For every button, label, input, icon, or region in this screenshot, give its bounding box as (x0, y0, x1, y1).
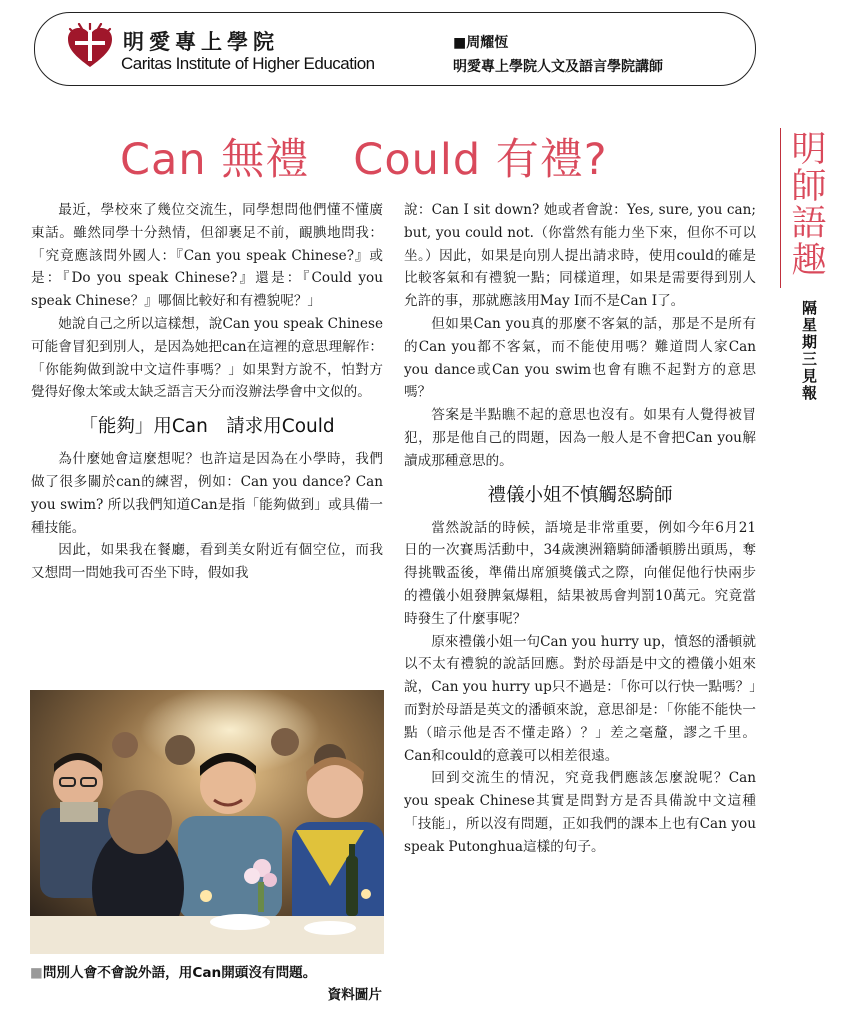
column-title: 明師語趣 (786, 130, 826, 278)
caption-marker: ■ (30, 965, 43, 981)
paragraph: 她說自己之所以這樣想，說Can you speak Chinese可能會冒犯到別人，是因為她把can在這裡的意思理解作：「你能夠做到說中文這件事嗎？」如果對方說不，怕對方覺得好像太笨或太缺乏語言天分而沒辦法學會中文似的。 (31, 315, 383, 401)
people-dining-photo (30, 690, 384, 954)
paragraph: 因此，如果我在餐廳，看到美女附近有個空位，而我又想問一問她我可否坐下時，假如我 (31, 542, 383, 582)
logo-english-name: Caritas Institute of Higher Education (121, 54, 375, 73)
caption-text: 問別人會不會說外語，用Can開頭沒有問題。 (42, 965, 317, 981)
column-frequency: 隔星期三見報 (800, 300, 818, 402)
logo-chinese-name: 明愛專上學院 (123, 29, 279, 54)
article-photo (30, 690, 384, 954)
photo-credit: 資料圖片 (327, 987, 382, 1003)
photo-caption (30, 962, 384, 1003)
paragraph: 為什麼她會這麼想呢？也許這是因為在小學時，我們做了很多關於can的練習，例如：Can you dance? Can you swim? 所以我們知道Can是指「能夠做到」或具備一種技能。 (31, 451, 383, 536)
masthead-banner (34, 12, 756, 86)
paragraph: 說：Can I sit down? 她或者會說：Yes, sure, you can; but, you could not.（你當然有能力坐下來，但你不可以坐。）因此，如果是向別人提出請求時，使用could的確是比較客氣和有禮貌一點；同樣道理，如果是需要得到別人允許的事，那就應該用May I而不是Can I了。 (404, 202, 756, 310)
paragraph: 回到交流生的情況，究竟我們應該怎麼說呢？Can you speak Chinese其實是問對方是否具備說中文這種「技能」，所以沒有問題，正如我們的課本上也有Can you speak Putonghua這樣的句子。 (404, 770, 756, 855)
article-column-right (404, 199, 756, 859)
paragraph: 最近，學校來了幾位交流生，同學想問他們懂不懂廣東話。雖然同學十分熱情，但卻裹足不前，靦腆地問我：「究竟應該問外國人：『Can you speak Chinese?』或是：『Do you speak Chinese?』還是：『Could you speak Chinese？』哪個比較好和有禮貌呢？」 (31, 202, 383, 310)
section-subheading: 禮儀小姐不慎觸怒騎師 (487, 484, 673, 506)
article-column-left (31, 199, 383, 585)
author-role: 明愛專上學院人文及語言學院講師 (453, 59, 663, 75)
author-byline: ■周耀恆 (453, 35, 509, 51)
paragraph: 但如果Can you真的那麼不客氣的話，那是不是所有的Can you都不客氣，而不能使用嗎？難道問人家Can you dance或Can you swim也會有瞧不起對方的意思嗎？ (404, 315, 756, 401)
paragraph: 答案是半點瞧不起的意思也沒有。如果有人覺得被冒犯，那是他自己的問題，因為一般人是不會把Can you解讀成那種意思的。 (404, 407, 756, 469)
caritas-heart-logo-icon (65, 23, 115, 73)
section-subheading: 「能夠」用Can 請求用Could (79, 416, 335, 438)
article-headline: Can 無禮 Could 有禮? (120, 135, 608, 185)
column-divider (780, 128, 781, 288)
paragraph: 原來禮儀小姐一句Can you hurry up，憤怒的潘頓就以不太有禮貌的說話回應。對於母語是中文的禮儀小姐來說，Can you hurry up只不過是：「你可以行快一點嗎？」而對於母語是英文的潘頓來說，意思卻是：「你能不能快一點（暗示他是否不懂走路）？」差之毫釐，謬之千里。Can和could的意義可以相差很遠。 (404, 633, 756, 764)
paragraph: 當然說話的時候，語境是非常重要，例如今年6月21日的一次賽馬活動中，34歲澳洲籍騎師潘頓勝出頭馬，奪得挑戰盃後，準備出席頒獎儀式之際，向催促他行快兩步的禮儀小姐發脾氣爆粗，結果被馬會判罰10萬元。究竟當時發生了什麼事呢？ (404, 519, 756, 627)
